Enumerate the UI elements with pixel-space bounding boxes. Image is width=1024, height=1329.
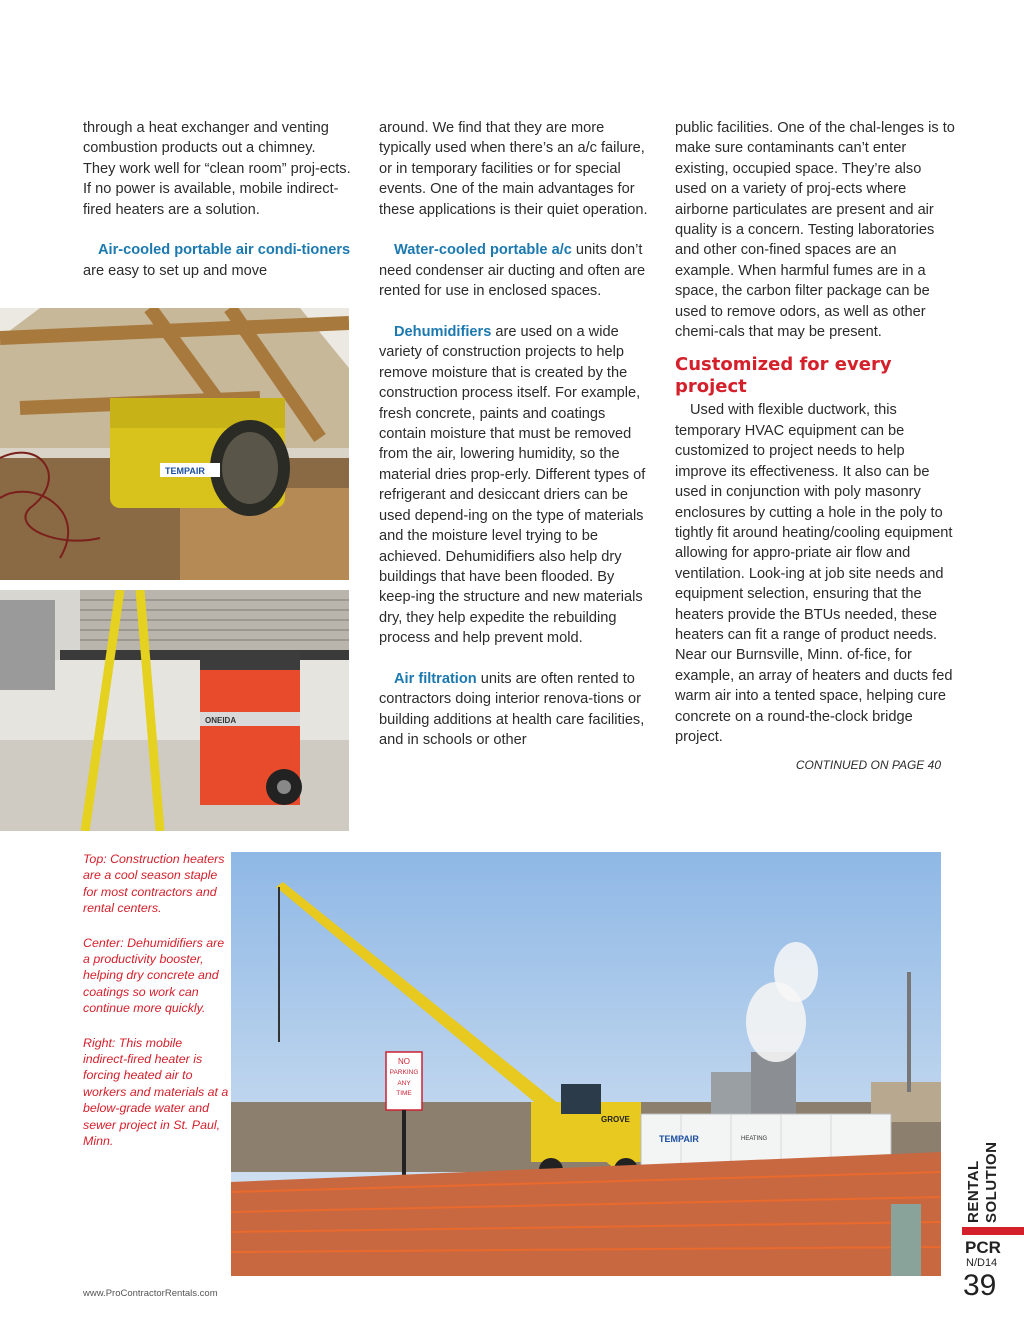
section-tag: [961, 1133, 1001, 1223]
caption-top: Top: Construction heaters are a cool season staple for most contractors and rental centers.: [83, 852, 225, 916]
red-accent-bar: [962, 1227, 1024, 1235]
trailer-brand-label: TEMPAIR: [659, 1134, 699, 1144]
paragraph: around. We find that they are more typically used when there’s an a/c failure, or in temporary facilities or for special events. One of the main advantages for these applications is their quiet operation.: [379, 120, 648, 218]
section-heading: Customized for every project: [675, 354, 892, 398]
dehumidifier-photo: [0, 590, 349, 831]
sign-line-1: NO: [398, 1057, 410, 1066]
paragraph: [379, 322, 649, 649]
column-2: [379, 118, 649, 751]
paragraph-text: units don’t need condenser air ducting and often are rented for use in enclosed spaces.: [379, 242, 646, 300]
caption-right: Right: This mobile indirect-fired heater is forcing heated air to workers and materials at a below-grade water and sewer project in St. Paul, Minn.: [83, 1035, 229, 1149]
sign-line-2: PARKING: [389, 1069, 419, 1076]
magazine-name: PCR: [965, 1238, 1001, 1257]
caption-center: Center: Dehumidifiers are a productivity booster, helping dry concrete and coatings so work can continue more quickly.: [83, 935, 225, 1016]
section-tag-line-1: RENTAL: [965, 1160, 982, 1223]
lead-term: Air filtration: [394, 670, 477, 687]
column-3: [675, 118, 955, 776]
lead-term: Air-cooled portable air condi-tioners: [98, 242, 351, 259]
paragraph: [379, 240, 649, 301]
photo-captions: [83, 851, 229, 1168]
issue-date: N/D14: [966, 1257, 998, 1269]
paragraph-text: are used on a wide variety of construction projects to help remove moisture that is created by the construction process itself. For example, fresh concrete, paints and coatings contain moisture that must be removed from the air, lowering humidity, so the material dries prop-erly. Different types of refrigerant and desiccant driers can be used depend-ing on the type of materials and the moisture level trying to be achieved. Dehumidifiers also help dry buildings that have been flooded. By keep-ing the structure and new materials dry, they help expedite the rebuilding process and help prevent mold.: [379, 324, 646, 647]
section-tag-line-2: SOLUTION: [983, 1141, 1000, 1223]
sign-line-4: TIME: [396, 1090, 412, 1097]
dehumidifier-brand-label: ONEIDA: [205, 716, 237, 725]
lead-term: Dehumidifiers: [394, 324, 492, 341]
mobile-heater-jobsite-photo: [231, 852, 941, 1276]
paragraph-text: units are often rented to contractors doing interior renova-tions or building additions at health care facilities, and in schools or other: [379, 670, 645, 749]
paragraph-text: are easy to set up and move: [83, 262, 268, 279]
column-1: [83, 118, 351, 281]
heater-brand-label: TEMPAIR: [165, 466, 205, 476]
construction-heater-photo: [0, 308, 349, 580]
crane-brand-label: GROVE: [601, 1115, 630, 1124]
sign-line-3: ANY: [397, 1080, 411, 1087]
continued-note: CONTINUED ON PAGE 40: [795, 758, 941, 773]
paragraph: [379, 669, 649, 751]
paragraph: public facilities. One of the chal-lenges is to make sure contaminants can’t enter existing, occupied space. They’re also used on a variety of proj-ects where airborne particulates are present and air quality is a concern. Testing laboratories and other con-fined spaces are an example. When harmful fumes are in a space, the carbon filter package can be used to remove odors, as well as other chemi-cals that may be present.: [675, 120, 955, 341]
paragraph: [83, 240, 351, 281]
lead-term: Water-cooled portable a/c: [394, 242, 572, 259]
website-url[interactable]: www.ProContractorRentals.com: [83, 1288, 218, 1299]
trailer-heating-label: HEATING: [741, 1136, 768, 1142]
paragraph: through a heat exchanger and venting combustion products out a chimney. They work well for “clean room” proj-ects. If no power is available, mobile indirect-fired heaters are a solution.: [83, 120, 351, 218]
page-number: 39: [963, 1269, 997, 1302]
paragraph: Used with flexible ductwork, this temporary HVAC equipment can be customized to project needs to help improve its effectiveness. It also can be used in conjunction with poly masonry enclosures by cutting a hole in the poly to tightly fit around heating/cooling equipment allowing for appro-priate air flow and ventilation. Look-ing at job site needs and equipment selection, ensuring that the heaters provide the BTUs needed, these heaters can fit a range of product needs. Near our Burnsville, Minn. of-fice, for example, an array of heaters and ducts fed warm air into a tented space, helping cure concrete on a round-the-clock bridge project.: [675, 402, 953, 745]
